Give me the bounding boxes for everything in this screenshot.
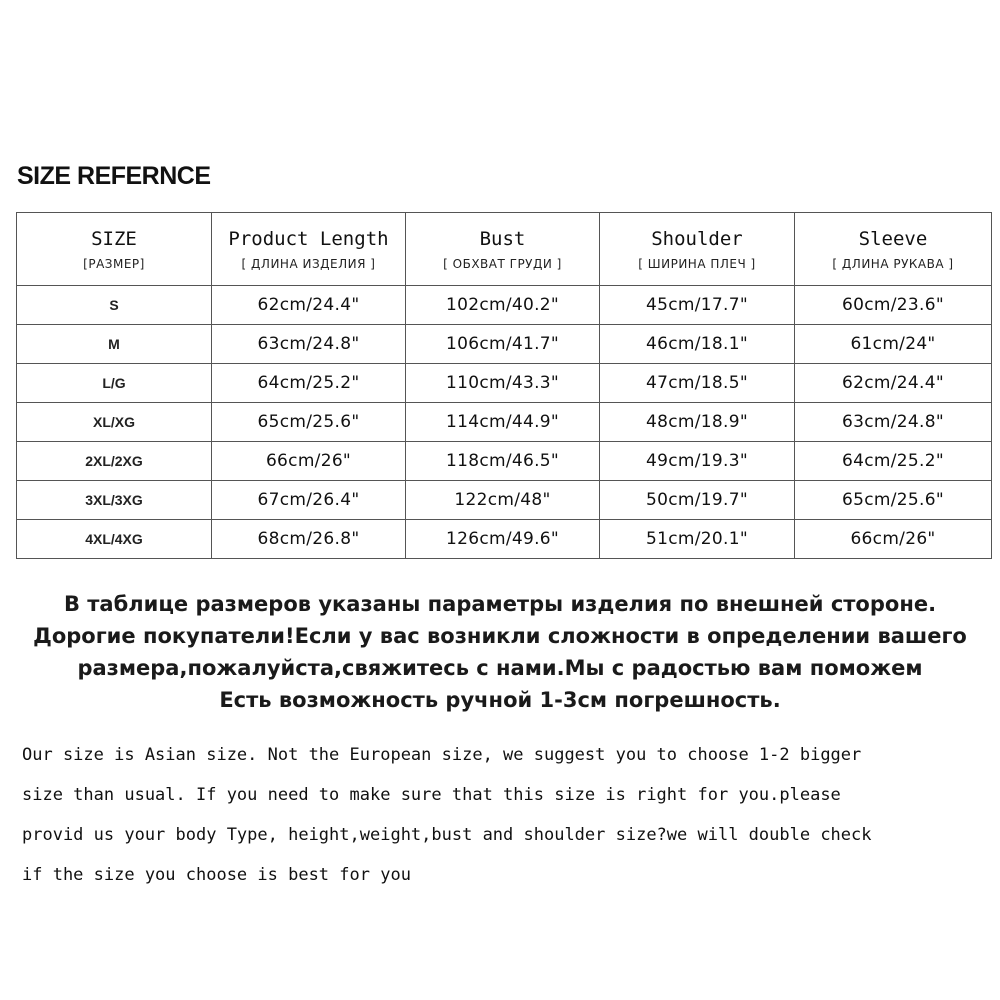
sleeve-cell: 62cm/24.4" (795, 364, 992, 403)
size-cell: S (17, 286, 212, 325)
sleeve-cell: 60cm/23.6" (795, 286, 992, 325)
header-bust (406, 213, 600, 286)
sleeve-cell: 61cm/24" (795, 325, 992, 364)
shoulder-cell: 47cm/18.5" (600, 364, 795, 403)
shoulder-cell: 49cm/19.3" (600, 442, 795, 481)
russian-notice-line: размера,пожалуйста,свяжитесь с нами.Мы с радостью вам поможем (77, 656, 923, 680)
sleeve-cell: 63cm/24.8" (795, 403, 992, 442)
bust-cell: 126cm/49.6" (406, 520, 600, 559)
size-cell: L/G (17, 364, 212, 403)
header-size (17, 213, 212, 286)
bust-cell: 118cm/46.5" (406, 442, 600, 481)
size-cell: 3XL/3XG (17, 481, 212, 520)
header-label-ru: [ ОБХВАТ ГРУДИ ] (443, 257, 562, 271)
sleeve-cell: 64cm/25.2" (795, 442, 992, 481)
length-cell: 67cm/26.4" (212, 481, 406, 520)
size-cell: M (17, 325, 212, 364)
length-cell: 62cm/24.4" (212, 286, 406, 325)
table-header-row (17, 213, 992, 286)
english-notice-line: size than usual. If you need to make sure that this size is right for you.please (22, 785, 841, 805)
length-cell: 65cm/25.6" (212, 403, 406, 442)
shoulder-cell: 45cm/17.7" (600, 286, 795, 325)
english-notice-line: Our size is Asian size. Not the European size, we suggest you to choose 1-2 bigger (22, 745, 862, 765)
table-row (17, 364, 992, 403)
bust-cell: 106cm/41.7" (406, 325, 600, 364)
bust-cell: 110cm/43.3" (406, 364, 600, 403)
table-row (17, 481, 992, 520)
table-row (17, 286, 992, 325)
english-notice-line: if the size you choose is best for you (22, 865, 411, 885)
header-label: Product Length (228, 228, 389, 250)
shoulder-cell: 46cm/18.1" (600, 325, 795, 364)
table-row (17, 520, 992, 559)
size-cell: XL/XG (17, 403, 212, 442)
sleeve-cell: 65cm/25.6" (795, 481, 992, 520)
russian-notice-line: Есть возможность ручной 1-3см погрешность. (219, 688, 781, 712)
length-cell: 64cm/25.2" (212, 364, 406, 403)
bust-cell: 114cm/44.9" (406, 403, 600, 442)
size-cell: 2XL/2XG (17, 442, 212, 481)
header-label-ru: [ ДЛИНА РУКАВА ] (832, 257, 954, 271)
russian-notice (0, 588, 1000, 716)
size-cell: 4XL/4XG (17, 520, 212, 559)
bust-cell: 102cm/40.2" (406, 286, 600, 325)
shoulder-cell: 50cm/19.7" (600, 481, 795, 520)
header-label: Shoulder (651, 228, 743, 250)
header-shoulder (600, 213, 795, 286)
sleeve-cell: 66cm/26" (795, 520, 992, 559)
header-label-ru: [РАЗМЕР] (83, 257, 145, 271)
header-sleeve (795, 213, 992, 286)
header-label: Sleeve (858, 228, 928, 250)
length-cell: 68cm/26.8" (212, 520, 406, 559)
header-label-ru: [ ДЛИНА ИЗДЕЛИЯ ] (241, 257, 376, 271)
page-title: SIZE REFERNCE (17, 162, 211, 190)
russian-notice-line: В таблице размеров указаны параметры изделия по внешней стороне. (63, 592, 937, 616)
header-product-length (212, 213, 406, 286)
table-row (17, 403, 992, 442)
english-notice (22, 735, 982, 895)
table-row (17, 442, 992, 481)
table-row (17, 325, 992, 364)
size-chart-table (16, 212, 992, 559)
length-cell: 63cm/24.8" (212, 325, 406, 364)
header-label: SIZE (91, 228, 137, 250)
header-label-ru: [ ШИРИНА ПЛЕЧ ] (638, 257, 756, 271)
russian-notice-line: Дорогие покупатели!Если у вас возникли сложности в определении вашего (33, 624, 967, 648)
shoulder-cell: 51cm/20.1" (600, 520, 795, 559)
shoulder-cell: 48cm/18.9" (600, 403, 795, 442)
bust-cell: 122cm/48" (406, 481, 600, 520)
english-notice-line: provid us your body Type, height,weight,bust and shoulder size?we will double check (22, 825, 872, 845)
length-cell: 66cm/26" (212, 442, 406, 481)
header-label: Bust (479, 228, 526, 250)
